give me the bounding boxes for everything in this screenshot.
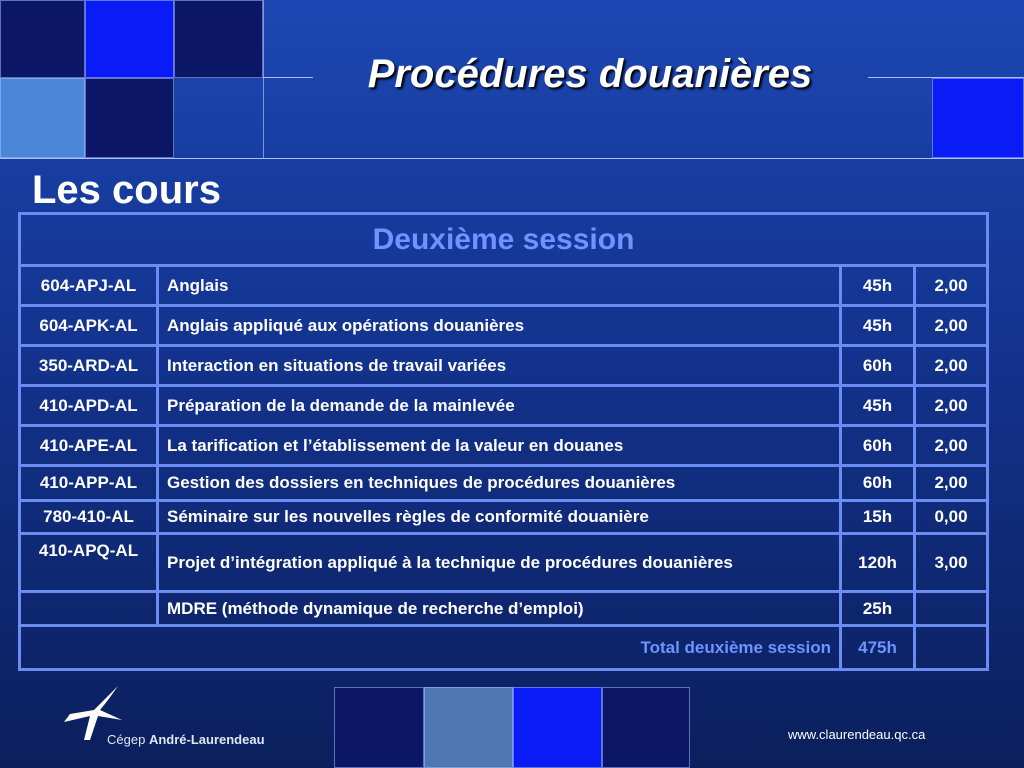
course-hours: 120h — [841, 534, 915, 592]
course-code: 350-ARD-AL — [20, 346, 158, 386]
course-hours: 15h — [841, 501, 915, 534]
logo-name: André-Laurendeau — [148, 732, 265, 747]
course-credits: 2,00 — [915, 266, 988, 306]
deco-square — [424, 687, 513, 768]
course-hours: 45h — [841, 386, 915, 426]
header-divider — [263, 0, 264, 158]
section-heading: Les cours — [32, 168, 221, 212]
course-name: Gestion des dossiers en techniques de procédures douanières — [158, 466, 841, 501]
deco-square — [334, 687, 424, 768]
page-title: Procédures douanières — [367, 52, 813, 96]
deco-square — [0, 0, 85, 78]
table-row — [20, 346, 988, 386]
course-name: Interaction en situations de travail variées — [158, 346, 841, 386]
course-code: 410-APD-AL — [20, 386, 158, 426]
total-label: Total deuxième session — [20, 626, 841, 670]
course-credits: 2,00 — [915, 346, 988, 386]
course-credits: 0,00 — [915, 501, 988, 534]
deco-square — [513, 687, 602, 768]
course-code: 604-APJ-AL — [20, 266, 158, 306]
course-hours: 45h — [841, 306, 915, 346]
course-hours: 60h — [841, 346, 915, 386]
deco-square — [85, 0, 174, 78]
total-credits — [915, 626, 988, 670]
session-heading: Deuxième session — [20, 214, 988, 266]
table-row — [20, 266, 988, 306]
deco-square — [932, 78, 1024, 158]
header-rule — [0, 158, 1024, 159]
course-name: Projet d’intégration appliqué à la technique de procédures douanières — [158, 534, 841, 592]
course-hours: 60h — [841, 426, 915, 466]
course-hours: 45h — [841, 266, 915, 306]
logo-text — [107, 732, 265, 747]
course-name: Anglais — [158, 266, 841, 306]
table-row — [20, 466, 988, 501]
course-code: 604-APK-AL — [20, 306, 158, 346]
footer-url[interactable]: www.claurendeau.qc.ca — [788, 727, 926, 742]
course-name: MDRE (méthode dynamique de recherche d’emploi) — [158, 592, 841, 626]
deco-square — [85, 78, 174, 158]
course-table — [18, 212, 989, 671]
course-name: Séminaire sur les nouvelles règles de conformité douanière — [158, 501, 841, 534]
header-rule — [868, 77, 1024, 78]
course-code: 410-APP-AL — [20, 466, 158, 501]
deco-square — [174, 0, 263, 78]
course-hours: 60h — [841, 466, 915, 501]
course-name: Anglais appliqué aux opérations douanières — [158, 306, 841, 346]
course-credits: 2,00 — [915, 306, 988, 346]
course-credits: 2,00 — [915, 466, 988, 501]
course-name: La tarification et l’établissement de la valeur en douanes — [158, 426, 841, 466]
table-row — [20, 501, 988, 534]
table-row — [20, 306, 988, 346]
deco-square — [602, 687, 690, 768]
course-credits — [915, 592, 988, 626]
course-code: 410-APE-AL — [20, 426, 158, 466]
logo-prefix: Cégep — [107, 732, 146, 747]
table-total-row — [20, 626, 988, 670]
table-row — [20, 592, 988, 626]
course-code: 780-410-AL — [20, 501, 158, 534]
table-row — [20, 386, 988, 426]
table-row — [20, 426, 988, 466]
course-name: Préparation de la demande de la mainlevée — [158, 386, 841, 426]
course-credits: 3,00 — [915, 534, 988, 592]
table-header-row — [20, 214, 988, 266]
course-hours: 25h — [841, 592, 915, 626]
course-code — [20, 592, 158, 626]
table-row — [20, 534, 988, 592]
course-credits: 2,00 — [915, 426, 988, 466]
total-hours: 475h — [841, 626, 915, 670]
course-code: 410-APQ-AL — [20, 534, 158, 592]
course-credits: 2,00 — [915, 386, 988, 426]
deco-square — [0, 78, 85, 158]
